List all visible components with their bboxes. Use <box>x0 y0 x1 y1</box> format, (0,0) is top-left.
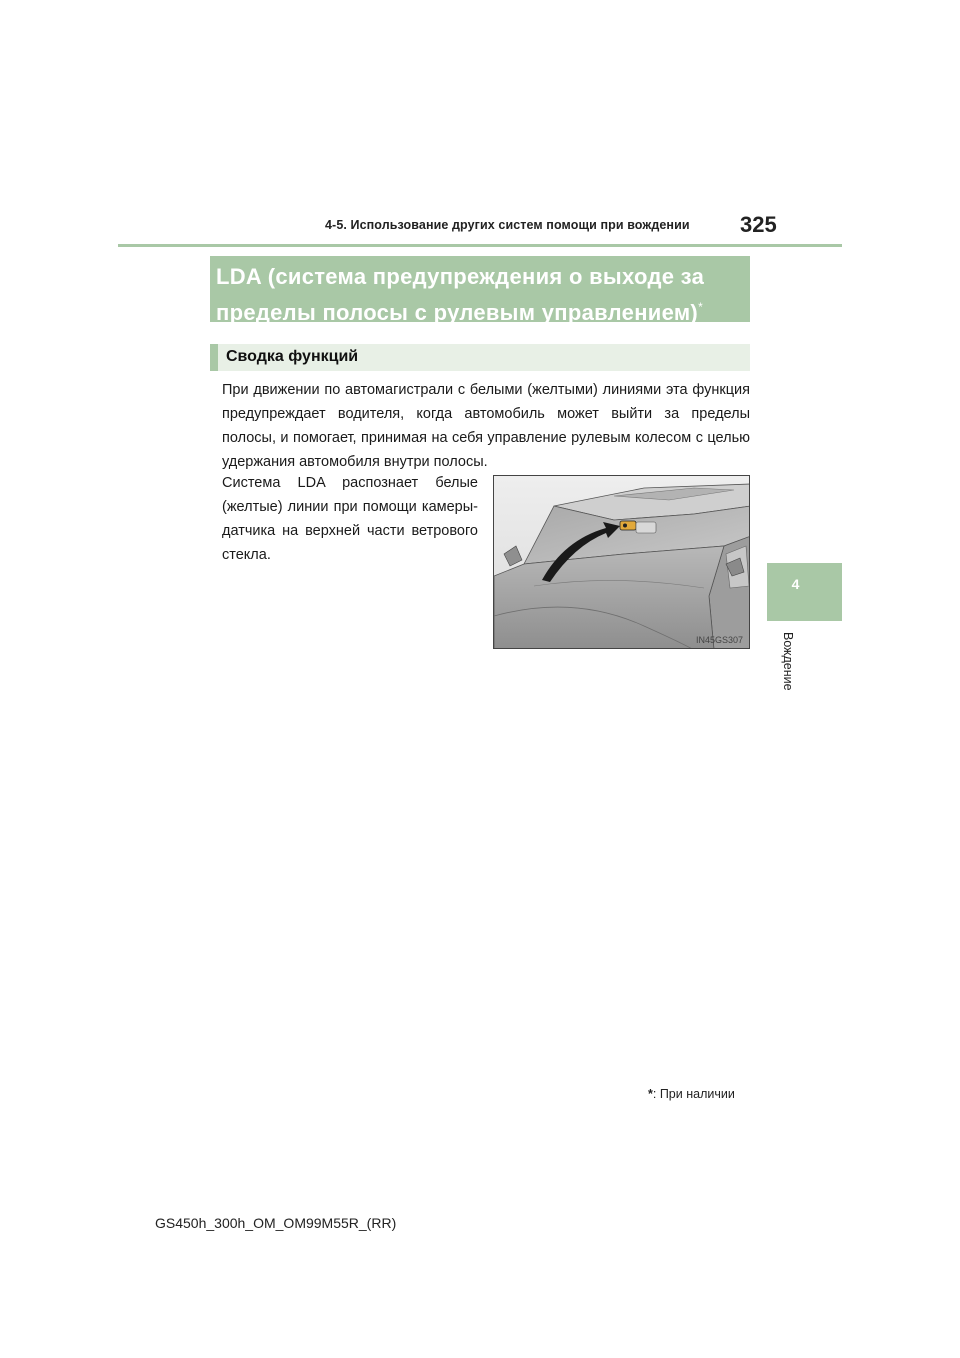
footnote <box>648 1087 735 1101</box>
page-title <box>216 261 746 328</box>
page-number: 325 <box>740 212 777 237</box>
header-divider <box>118 244 842 247</box>
subheading-accent <box>210 344 218 371</box>
chapter-tab <box>767 563 842 621</box>
body-paragraph-1: При движении по автомагистрали с белыми (желтыми) линиями эта функция предупреждает водителя, когда автомобиль может выйти за пределы полосы, и помогает, принимая на себя управление рулевым колесом с целью удержания автомобиля внутри полосы. <box>222 382 750 470</box>
illustration-code: IN45GS307 <box>695 635 743 645</box>
chapter-tab-label-wrap <box>781 632 801 702</box>
chapter-tab-number: 4 <box>791 576 800 592</box>
footnote-text: : При наличии <box>652 1087 735 1101</box>
title-asterisk: * <box>698 300 704 314</box>
subheading: Сводка функций <box>226 348 359 365</box>
car-camera-illustration <box>493 475 750 649</box>
section-header: 4-5. Использование других систем помощи при вождении <box>325 218 690 232</box>
chapter-tab-label: Вождение <box>781 632 795 691</box>
page-title-text: LDA (система предупреждения о выходе за пределы полосы с рулевым управлением) <box>216 264 705 325</box>
document-code-footer: GS450h_300h_OM_OM99M55R_(RR) <box>155 1215 397 1231</box>
car-drawing <box>494 476 750 649</box>
body-paragraph-2: Система LDA распознает белые (желтые) линии при помощи камеры-датчика на верхней части ветрового стекла. <box>222 475 478 563</box>
footnote-asterisk-icon: * <box>648 1087 653 1101</box>
